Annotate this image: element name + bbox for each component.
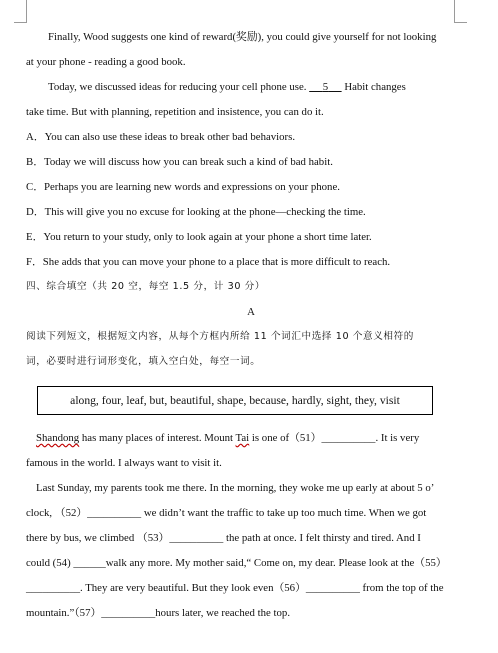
instructions-line: 阅读下列短文，根据短文内容，从每个方框内所给 11 个词汇中选择 10 个意义相符的 [26, 331, 414, 342]
option-e: E．You return to your study, only to look again at your phone a short time later. [26, 231, 372, 243]
word-box-text: along, four, leaf, but, beautiful, shape, because, hardly, sight, they, visit [70, 394, 400, 407]
proper-noun-tai: Tai [235, 432, 250, 444]
option-f: F．She adds that you can move your phone to a place that is more difficult to reach. [26, 256, 391, 268]
option-c: C．Perhaps you are learning new words and expressions on your phone. [26, 181, 340, 193]
page-corner-mark-right [454, 0, 467, 23]
proper-noun-shandong: Shandong [36, 432, 80, 444]
option-a: A．You can also use these ideas to break other bad behaviors. [26, 131, 296, 143]
passage-line: clock, （52）__________ we didn’t want the traffic to take up too much time. When we got [26, 507, 427, 519]
option-b: B．Today we will discuss how you can break such a kind of bad habit. [26, 156, 333, 168]
option-d: D．This will give you no excuse for looking at the phone—checking the time. [26, 206, 366, 218]
instructions-line: 词，必要时进行词形变化，填入空白处，每空一词。 [26, 356, 261, 367]
answer-blank: 5 [322, 81, 329, 93]
paragraph-text: Habit changes [344, 81, 406, 93]
page-corner-mark-left [14, 0, 27, 23]
paragraph-line [48, 80, 498, 94]
paragraph-text: Today, we discussed ideas for reducing your cell phone use. [48, 81, 307, 93]
passage-line: mountain.”（57）__________hours later, we reached the top. [26, 607, 291, 619]
passage-line: __________. They are very beautiful. But they look even（56）__________ from the top of the [26, 582, 444, 594]
word-box [37, 386, 433, 415]
passage-line: Shandong has many places of interest. Mount Tai is one of（51）__________. It is very [36, 432, 420, 444]
passage-line: could (54) ______walk any more. My mother said,“ Come on, my dear. Please look at the（55） [26, 557, 447, 569]
paragraph-line: Finally, Wood suggests one kind of reward(奖励), you could give yourself for not looking [48, 31, 437, 43]
passage-line: there by bus, we climbed （53）__________ the path at once. I felt thirsty and tired. And I [26, 532, 421, 544]
part-label: A [247, 306, 255, 318]
paragraph-line: take time. But with planning, repetition and insistence, you can do it. [26, 106, 324, 118]
section-title: 四、综合填空（共 20 空，每空 1.5 分，计 30 分） [26, 281, 266, 292]
paragraph-line: at your phone - reading a good book. [26, 56, 186, 68]
passage-line: Last Sunday, my parents took me there. In the morning, they woke me up early at about 5 o’ [36, 482, 435, 494]
passage-line: famous in the world. I always want to visit it. [26, 457, 222, 469]
